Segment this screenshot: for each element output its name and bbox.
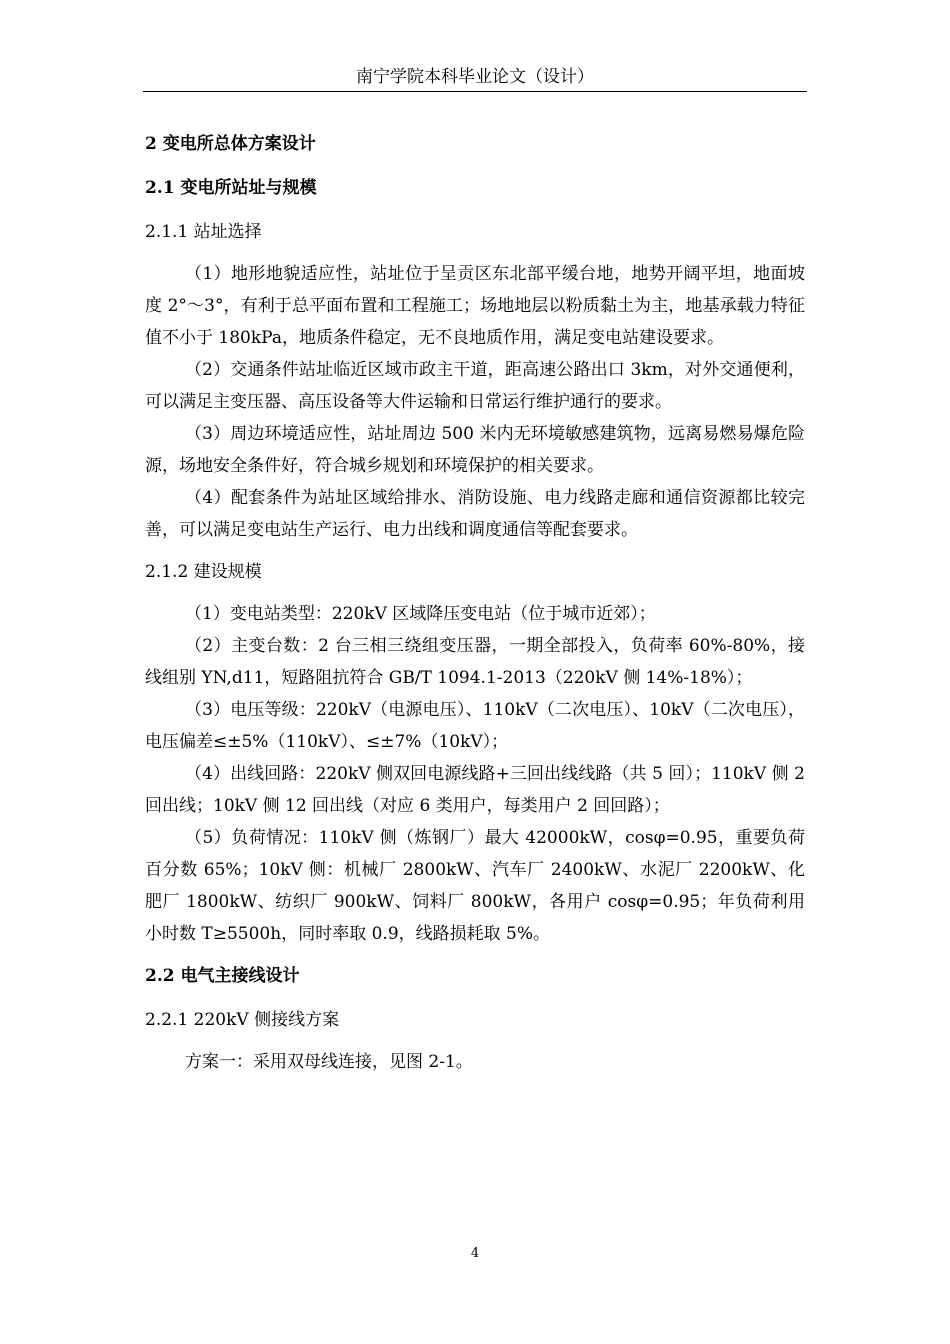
- site-paragraph-4: （4）配套条件为站址区域给排水、消防设施、电力线路走廊和通信资源都比较完善，可以满足变电站生产运行、电力出线和调度通信等配套要求。: [145, 488, 805, 540]
- page-content: [145, 128, 805, 1078]
- section-2-2-heading: 2.2 电气主接线设计: [145, 966, 300, 986]
- site-paragraph-3: （3）周边环境适应性，站址周边 500 米内无环境敏感建筑物，远离易燃易爆危险源，场地安全条件好，符合城乡规划和环境保护的相关要求。: [145, 424, 805, 476]
- site-paragraph-2: （2）交通条件站址临近区域市政主干道，距高速公路出口 3km，对外交通便利，可以满足主变压器、高压设备等大件运输和日常运行维护通行的要求。: [145, 360, 805, 412]
- page-number: 4: [470, 1246, 480, 1261]
- scale-paragraph-1: （1）变电站类型：220kV 区域降压变电站（位于城市近郊）；: [185, 604, 656, 624]
- header-rule: [143, 91, 807, 92]
- scale-paragraph-5: （5）负荷情况：110kV 侧（炼钢厂）最大 42000kW，cosφ=0.95，重要负荷百分数 65%；10kV 侧：机械厂 2800kW、汽车厂 2400kW、水泥厂 2200kW、化肥厂 1800kW、纺织厂 900kW、饲料厂 800kW，各用户 cosφ=0.95；年负荷利用小时数 T≥5500h，同时率取 0.9，线路损耗取 5%。: [145, 828, 805, 944]
- wiring-paragraph-1: 方案一：采用双母线连接，见图 2-1。: [185, 1052, 473, 1072]
- section-2-1-2-heading: 2.1.2 建设规模: [145, 562, 262, 582]
- spacer: [145, 950, 805, 960]
- section-2-1-heading: 2.1 变电所站址与规模: [145, 178, 317, 198]
- scale-paragraph-3: （3）电压等级：220kV（电源电压）、110kV（二次电压）、10kV（二次电压），电压偏差≤±5%（110kV）、≤±7%（10kV）；: [145, 700, 805, 752]
- scale-paragraph-4: （4）出线回路：220kV 侧双回电源线路+三回出线线路（共 5 回）；110kV 侧 2 回出线；10kV 侧 12 回出线（对应 6 类用户，每类用户 2 回回路）；: [145, 764, 805, 816]
- section-2-1-1-heading: 2.1.1 站址选择: [145, 222, 262, 242]
- scale-paragraph-2: （2）主变台数：2 台三相三绕组变压器，一期全部投入，负荷率 60%-80%，接线组别 YN,d11，短路阻抗符合 GB/T 1094.1-2013（220kV 侧 14%-18%）；: [145, 636, 805, 688]
- section-2-heading: 2 变电所总体方案设计: [145, 134, 316, 154]
- running-header: 南宁学院本科毕业论文（设计）: [356, 67, 594, 87]
- section-2-2-1-heading: 2.2.1 220kV 侧接线方案: [145, 1010, 340, 1030]
- spacer: [145, 546, 805, 556]
- site-paragraph-1: （1）地形地貌适应性，站址位于呈贡区东北部平缓台地，地势开阔平坦，地面坡度 2°～3°，有利于总平面布置和工程施工；场地地层以粉质黏土为主，地基承载力特征值不小于 180kPa，地质条件稳定，无不良地质作用，满足变电站建设要求。: [145, 264, 805, 348]
